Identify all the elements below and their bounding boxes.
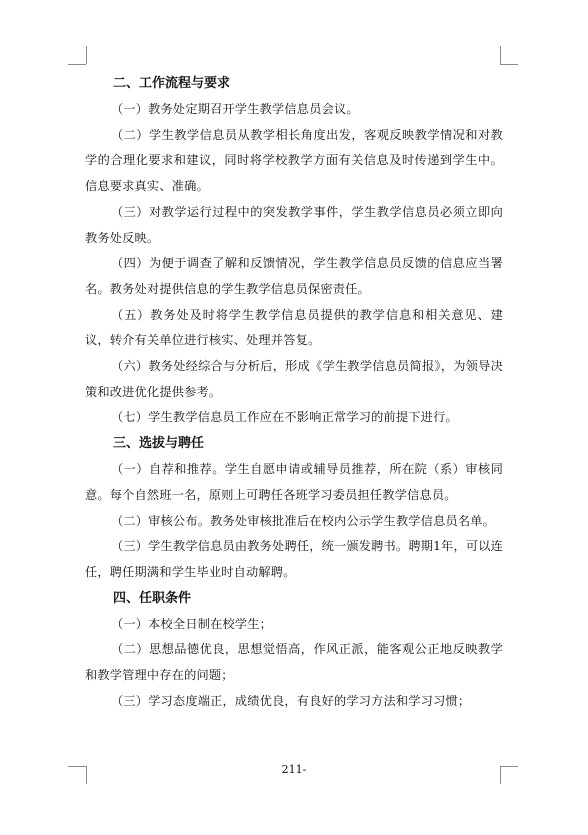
crop-mark: [86, 46, 87, 64]
paragraph: （二）学生教学信息员从教学相长角度出发，客观反映教学情况和对教学的合理化要求和建议，同时将学校教学方面有关信息及时传递到学生中。信息要求真实、准确。: [85, 127, 503, 194]
paragraph: （三）学生教学信息员由教务处聘任，统一颁发聘书。聘期1年，可以连任，聘任期满和学生毕业时自动解聘。: [85, 539, 503, 579]
section-heading: 二、工作流程与要求: [113, 76, 231, 91]
paragraph: （三）对教学运行过程中的突发教学事件，学生教学信息员必须立即向教务处反映。: [85, 204, 503, 245]
crop-mark: [500, 46, 501, 64]
paragraph: （四）为便于调查了解和反馈情况，学生教学信息员反馈的信息应当署名。教务处对提供信息的学生教学信息员保密责任。: [85, 256, 503, 296]
crop-mark: [500, 64, 518, 65]
paragraph: （二）思想品德优良，思想觉悟高，作风正派，能客观公正地反映教学和教学管理中存在的问题；: [85, 642, 503, 683]
page-number: 211-: [281, 763, 307, 776]
paragraph: （三）学习态度端正，成绩优良，有良好的学习方法和学习习惯；: [111, 693, 471, 708]
paragraph: （六）教务处经综合与分析后，形成《学生教学信息员简报》，为领导决策和改进优化提供参考。: [85, 359, 503, 399]
paragraph: （一）本校全日制在校学生；: [111, 616, 273, 631]
paragraph: （二）审核公布。教务处审核批准后在校内公示学生教学信息员名单。: [111, 513, 496, 528]
paragraph: （一）自荐和推荐。学生自愿申请或辅导员推荐，所在院（系）审核同意。每个自然班一名，原则上可聘任各班学习委员担任教学信息员。: [85, 462, 503, 502]
section-heading: 三、选拔与聘任: [113, 436, 205, 452]
paragraph: （一）教务处定期召开学生教学信息员会议。: [111, 102, 359, 116]
paragraph: （七）学生教学信息员工作应在不影响正常学习的前提下进行。: [111, 410, 458, 425]
paragraph: （五）教务处及时将学生教学信息员提供的教学信息和相关意见、建议，转介有关单位进行核实、处理并答复。: [85, 307, 503, 348]
crop-mark: [68, 64, 86, 65]
section-heading: 四、任职条件: [113, 590, 192, 606]
document-body: [85, 71, 503, 714]
